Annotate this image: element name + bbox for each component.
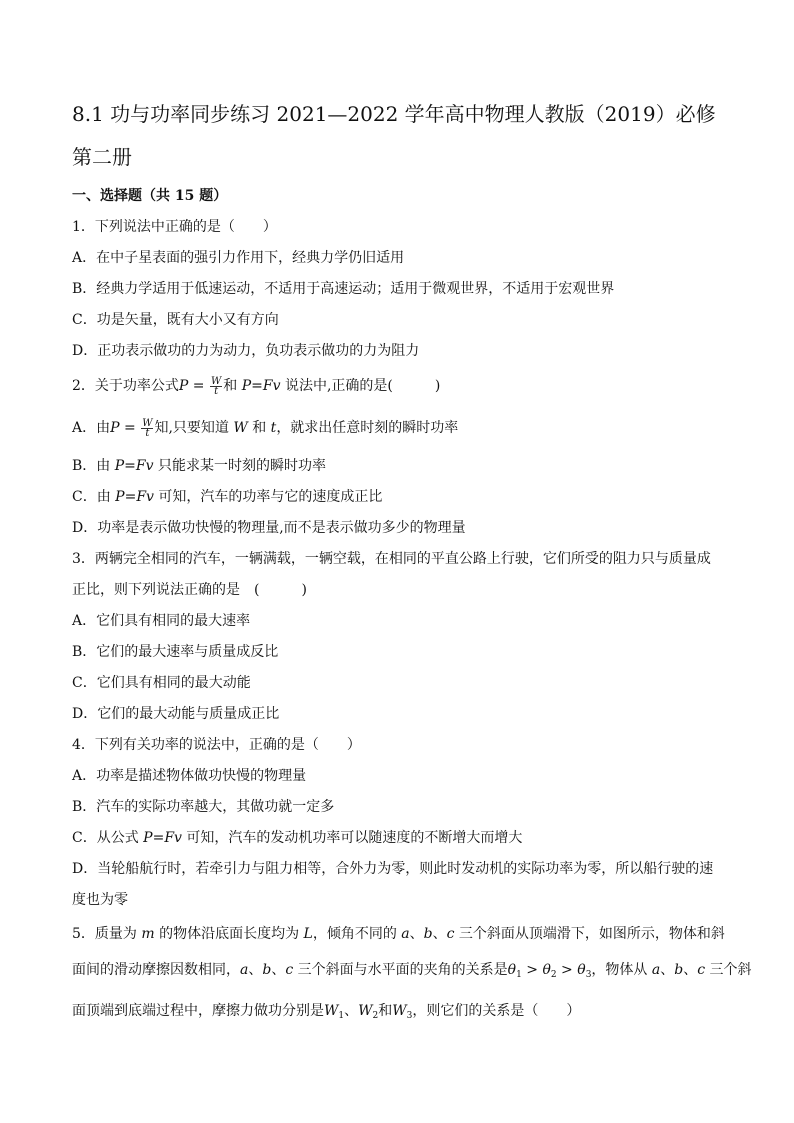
q5-var-m: m — [141, 926, 155, 942]
q2-formula-p: P — [178, 378, 189, 394]
q3-option-d: D．它们的最大动能与质量成正比 — [72, 706, 280, 722]
q2-option-a — [72, 418, 732, 438]
q5-l3-sep: 、 — [344, 1003, 359, 1019]
q2a-post: ，就求出任意时刻的瞬时功率 — [276, 420, 459, 436]
q5-l3-pre: 面顶端到底端过程中，摩擦力做功分别是 — [72, 1003, 324, 1019]
q5-var-b: b — [423, 926, 433, 942]
q2-stem-mid: 和 — [223, 378, 242, 394]
q3-option-b: B．它们的最大速率与质量成反比 — [72, 644, 279, 660]
q3-stem-line-1: 3．两辆完全相同的汽车，一辆满载，一辆空载，在相同的平直公路上行驶，它们所受的阻力只与质量成 — [72, 551, 711, 567]
q2-formula-eq: = — [188, 378, 209, 394]
q2-option-b — [72, 456, 732, 476]
q4-option-b: B．汽车的实际功率越大，其做功就一定多 — [72, 799, 335, 815]
q5-l1-post: 三个斜面从顶端滑下，如图所示，物体和斜 — [454, 926, 725, 942]
q5-gt-2: > — [556, 962, 578, 978]
q1-option-d: D．正功表示做功的力为动力，负功表示做功的力为阻力 — [72, 343, 420, 359]
q5-l2-mid: 三个斜面与水平面的夹角的关系是 — [293, 962, 508, 978]
q5-var-l: L — [303, 926, 313, 942]
q2c-pre: C．由 — [72, 489, 116, 505]
q2a-frac-numerator: W — [142, 417, 153, 429]
q2c-formula: P=Fv — [115, 489, 154, 505]
q5-l1-pre: 5．质量为 — [72, 926, 142, 942]
q5-theta-2: θ — [542, 962, 551, 978]
q2-stem — [72, 376, 732, 396]
q5-w1: W — [324, 1003, 339, 1019]
q2b-pre: B．由 — [72, 458, 115, 474]
q5-stem-line-2 — [72, 960, 752, 985]
q5-l2-sep-2: 、 — [271, 962, 286, 978]
q5-l1-mid2: ，倾角不同的 — [312, 926, 402, 942]
q2b-formula: P=Fv — [114, 458, 154, 474]
q2a-mid2: 和 — [247, 420, 271, 436]
q2a-var-w: W — [233, 420, 248, 436]
q2a-pre: A．由 — [72, 420, 111, 436]
q2-stem-post: 说法中,正确的是( ) — [280, 378, 441, 394]
section-heading: 一、选择题（共 15 题） — [72, 188, 228, 204]
q5-w3-sub: 3 — [406, 1011, 413, 1021]
q4-option-a: A．功率是描述物体做功快慢的物理量 — [72, 768, 307, 784]
q2b-post: 只能求某一时刻的瞬时功率 — [153, 458, 326, 474]
q5-l2b-var-b: b — [674, 962, 684, 978]
q5-theta-1: θ — [507, 962, 517, 978]
document-title-continued — [72, 136, 732, 179]
q1-option-c: C．功是矢量，既有大小又有方向 — [72, 312, 279, 328]
q5-l2-end: 三个斜 — [705, 962, 752, 978]
q1-option-b: B．经典力学适用于低速运动，不适用于高速运动；适用于微观世界，不适用于宏观世界 — [72, 281, 615, 297]
q5-sep-1: 、 — [409, 926, 424, 942]
q2-frac-denominator: t — [214, 385, 219, 397]
q2a-mid1: 知,只要知道 — [154, 420, 234, 436]
q4-option-d-line-1: D．当轮船航行时，若牵引力与阻力相等，合外力为零，则此时发动机的实际功率为零，所以船行驶的速 — [72, 861, 714, 877]
q5-gt-1: > — [521, 962, 543, 978]
q5-l2-var-b: b — [262, 962, 272, 978]
q4c-post: 可知，汽车的发动机功率可以随速度的不断增大而增大 — [181, 830, 523, 846]
q5-l2b-var-a: a — [651, 962, 661, 978]
q5-l2-post: ，物体从 — [591, 962, 652, 978]
q5-w1-sub: 1 — [338, 1011, 345, 1021]
q2a-formula-p: P — [110, 420, 120, 436]
q1-option-a: A．在中子星表面的强引力作用下，经典力学仍旧适用 — [72, 250, 405, 266]
document-title — [72, 93, 732, 136]
q5-theta-2-sub: 2 — [550, 970, 557, 980]
q2-frac-numerator: W — [210, 375, 222, 387]
q5-theta-3: θ — [577, 962, 586, 978]
q2-option-c — [72, 487, 732, 507]
q5-l2-sep-1: 、 — [248, 962, 263, 978]
q2-stem-pre: 2．关于功率公式 — [72, 378, 179, 394]
q3-stem-line-2: 正比，则下列说法正确的是 ( ) — [72, 582, 307, 598]
q2-formula-fraction — [210, 377, 222, 396]
q4c-pre: C．从公式 — [72, 830, 144, 846]
q4-stem: 4．下列有关功率的说法中，正确的是（ ） — [72, 737, 361, 753]
q5-l3-post: ，则它们的关系是（ ） — [412, 1003, 581, 1019]
q3-option-c: C．它们具有相同的最大动能 — [72, 675, 251, 691]
q5-var-c: c — [446, 926, 455, 942]
q5-l1-mid1: 的物体沿底面长度均为 — [154, 926, 304, 942]
q5-l2-var-c: c — [285, 962, 294, 978]
q2-option-d: D．功率是表示做功快慢的物理量,而不是表示做功多少的物理量 — [72, 520, 466, 536]
q5-w2: W — [358, 1003, 373, 1019]
q4-option-c — [72, 828, 732, 848]
q5-w3: W — [392, 1003, 407, 1019]
q5-theta-1-sub: 1 — [516, 970, 522, 980]
q2-formula-pfv: P=Fv — [241, 378, 281, 394]
q5-var-a: a — [401, 926, 410, 942]
q5-theta-3-sub: 3 — [585, 970, 592, 980]
q5-l2b-sep-2: 、 — [683, 962, 698, 978]
q2a-formula-fraction — [141, 419, 153, 438]
q5-l3-and: 和 — [378, 1003, 393, 1019]
q5-l2-var-a: a — [240, 962, 249, 978]
q5-stem-line-1 — [72, 924, 732, 944]
title-line-2: 第二册 — [72, 145, 132, 169]
q5-l2b-var-c: c — [697, 962, 706, 978]
q4c-formula: P=Fv — [143, 830, 182, 846]
title-line-1: 8.1 功与功率同步练习 2021—2022 学年高中物理人教版（2019）必修 — [72, 102, 716, 126]
q2a-var-t: t — [270, 420, 277, 436]
q5-l2b-sep-1: 、 — [660, 962, 675, 978]
q2a-formula-eq: = — [119, 420, 141, 436]
q5-w2-sub: 2 — [372, 1011, 379, 1021]
q2a-frac-denominator: t — [145, 427, 150, 439]
q3-option-a: A．它们具有相同的最大速率 — [72, 613, 251, 629]
q2c-post: 可知，汽车的功率与它的速度成正比 — [153, 489, 383, 505]
q1-stem: 1．下列说法中正确的是（ ） — [72, 219, 277, 235]
q5-stem-line-3 — [72, 1001, 732, 1026]
q5-l2-pre: 面间的滑动摩擦因数相同， — [72, 962, 240, 978]
q5-sep-2: 、 — [432, 926, 447, 942]
q4-option-d-line-2: 度也为零 — [72, 892, 128, 908]
